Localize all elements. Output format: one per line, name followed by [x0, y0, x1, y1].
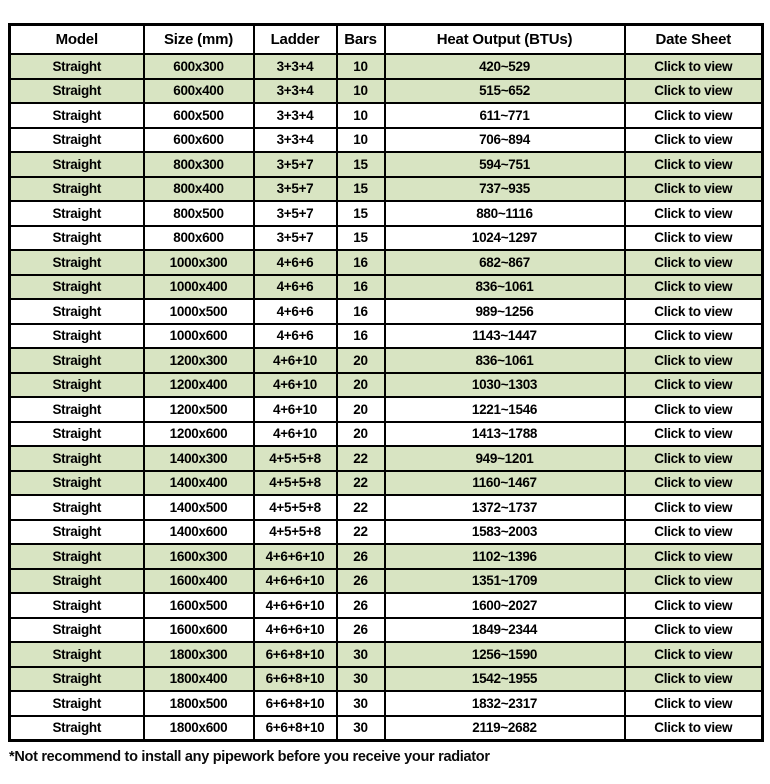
cell-size: 1800x400: [144, 667, 254, 692]
cell-ladder: 4+6+6+10: [254, 618, 337, 643]
cell-ladder: 3+5+7: [254, 226, 337, 251]
cell-ladder: 4+6+6: [254, 250, 337, 275]
cell-model: Straight: [10, 373, 144, 398]
cell-ladder: 3+3+4: [254, 79, 337, 104]
cell-bars: 22: [337, 495, 385, 520]
column-header-model: Model: [10, 25, 144, 55]
cell-ladder: 4+6+6+10: [254, 593, 337, 618]
table-row: [10, 324, 763, 349]
cell-model: Straight: [10, 201, 144, 226]
column-header-size: Size (mm): [144, 25, 254, 55]
cell-size: 1800x300: [144, 642, 254, 667]
cell-bars: 30: [337, 642, 385, 667]
table-row: [10, 177, 763, 202]
cell-model: Straight: [10, 667, 144, 692]
column-header-heat-output: Heat Output (BTUs): [385, 25, 625, 55]
table-row: [10, 79, 763, 104]
cell-bars: 10: [337, 128, 385, 153]
cell-model: Straight: [10, 275, 144, 300]
cell-model: Straight: [10, 299, 144, 324]
date-sheet-link[interactable]: Click to view: [625, 544, 763, 569]
cell-heat-output: 1024~1297: [385, 226, 625, 251]
table-body: [10, 54, 763, 741]
cell-ladder: 4+5+5+8: [254, 446, 337, 471]
date-sheet-link[interactable]: Click to view: [625, 275, 763, 300]
table-row: [10, 373, 763, 398]
date-sheet-link[interactable]: Click to view: [625, 593, 763, 618]
date-sheet-link[interactable]: Click to view: [625, 446, 763, 471]
cell-size: 1400x300: [144, 446, 254, 471]
table-row: [10, 618, 763, 643]
cell-bars: 22: [337, 471, 385, 496]
cell-size: 1400x600: [144, 520, 254, 545]
date-sheet-link[interactable]: Click to view: [625, 618, 763, 643]
cell-model: Straight: [10, 716, 144, 741]
table-row: [10, 128, 763, 153]
cell-heat-output: 1143~1447: [385, 324, 625, 349]
cell-ladder: 6+6+8+10: [254, 667, 337, 692]
table-row: [10, 348, 763, 373]
cell-bars: 26: [337, 593, 385, 618]
cell-bars: 20: [337, 348, 385, 373]
date-sheet-link[interactable]: Click to view: [625, 79, 763, 104]
table-header: [10, 25, 763, 55]
table-row: [10, 299, 763, 324]
table-row: [10, 152, 763, 177]
cell-bars: 20: [337, 422, 385, 447]
cell-model: Straight: [10, 544, 144, 569]
cell-size: 600x300: [144, 54, 254, 79]
cell-ladder: 4+5+5+8: [254, 471, 337, 496]
cell-size: 600x500: [144, 103, 254, 128]
cell-bars: 22: [337, 446, 385, 471]
table-row: [10, 642, 763, 667]
cell-bars: 26: [337, 569, 385, 594]
cell-bars: 30: [337, 691, 385, 716]
cell-model: Straight: [10, 103, 144, 128]
cell-model: Straight: [10, 422, 144, 447]
table-row: [10, 667, 763, 692]
cell-ladder: 3+3+4: [254, 54, 337, 79]
cell-bars: 15: [337, 152, 385, 177]
cell-heat-output: 1600~2027: [385, 593, 625, 618]
cell-model: Straight: [10, 397, 144, 422]
cell-size: 1200x300: [144, 348, 254, 373]
cell-model: Straight: [10, 593, 144, 618]
cell-model: Straight: [10, 54, 144, 79]
cell-model: Straight: [10, 348, 144, 373]
cell-heat-output: 836~1061: [385, 348, 625, 373]
cell-size: 1000x600: [144, 324, 254, 349]
cell-size: 800x400: [144, 177, 254, 202]
cell-bars: 16: [337, 250, 385, 275]
date-sheet-link[interactable]: Click to view: [625, 201, 763, 226]
cell-size: 1800x500: [144, 691, 254, 716]
table-row: [10, 691, 763, 716]
cell-model: Straight: [10, 471, 144, 496]
cell-ladder: 6+6+8+10: [254, 716, 337, 741]
cell-heat-output: 949~1201: [385, 446, 625, 471]
cell-bars: 10: [337, 79, 385, 104]
cell-ladder: 4+6+10: [254, 422, 337, 447]
header-row: [10, 25, 763, 55]
table-row: [10, 275, 763, 300]
cell-ladder: 3+5+7: [254, 201, 337, 226]
cell-size: 1600x500: [144, 593, 254, 618]
cell-heat-output: 594~751: [385, 152, 625, 177]
date-sheet-link[interactable]: Click to view: [625, 299, 763, 324]
date-sheet-link[interactable]: Click to view: [625, 348, 763, 373]
cell-bars: 22: [337, 520, 385, 545]
cell-model: Straight: [10, 691, 144, 716]
table-row: [10, 569, 763, 594]
cell-model: Straight: [10, 128, 144, 153]
date-sheet-link[interactable]: Click to view: [625, 691, 763, 716]
cell-size: 1200x600: [144, 422, 254, 447]
cell-size: 1000x300: [144, 250, 254, 275]
date-sheet-link[interactable]: Click to view: [625, 324, 763, 349]
cell-bars: 10: [337, 54, 385, 79]
cell-heat-output: 1160~1467: [385, 471, 625, 496]
cell-bars: 26: [337, 544, 385, 569]
cell-size: 1400x500: [144, 495, 254, 520]
date-sheet-link[interactable]: Click to view: [625, 373, 763, 398]
cell-model: Straight: [10, 177, 144, 202]
date-sheet-link[interactable]: Click to view: [625, 54, 763, 79]
cell-model: Straight: [10, 618, 144, 643]
cell-size: 800x500: [144, 201, 254, 226]
table-row: [10, 593, 763, 618]
cell-ladder: 4+6+6: [254, 324, 337, 349]
cell-heat-output: 515~652: [385, 79, 625, 104]
cell-bars: 16: [337, 324, 385, 349]
cell-ladder: 4+6+10: [254, 348, 337, 373]
cell-heat-output: 1221~1546: [385, 397, 625, 422]
cell-model: Straight: [10, 446, 144, 471]
cell-heat-output: 737~935: [385, 177, 625, 202]
table-row: [10, 471, 763, 496]
column-header-date-sheet: Date Sheet: [625, 25, 763, 55]
cell-size: 1800x600: [144, 716, 254, 741]
cell-heat-output: 1832~2317: [385, 691, 625, 716]
cell-heat-output: 420~529: [385, 54, 625, 79]
cell-ladder: 4+6+6: [254, 299, 337, 324]
radiator-spec-table: [8, 23, 764, 742]
cell-bars: 15: [337, 226, 385, 251]
table-row: [10, 226, 763, 251]
date-sheet-link[interactable]: Click to view: [625, 226, 763, 251]
cell-model: Straight: [10, 250, 144, 275]
cell-heat-output: 1102~1396: [385, 544, 625, 569]
cell-bars: 30: [337, 667, 385, 692]
cell-heat-output: 1372~1737: [385, 495, 625, 520]
cell-size: 600x400: [144, 79, 254, 104]
cell-bars: 15: [337, 177, 385, 202]
date-sheet-link[interactable]: Click to view: [625, 642, 763, 667]
cell-heat-output: 1351~1709: [385, 569, 625, 594]
cell-bars: 16: [337, 275, 385, 300]
cell-bars: 20: [337, 373, 385, 398]
cell-ladder: 3+3+4: [254, 128, 337, 153]
table-row: [10, 716, 763, 741]
table-row: [10, 54, 763, 79]
cell-size: 600x600: [144, 128, 254, 153]
cell-model: Straight: [10, 226, 144, 251]
date-sheet-link[interactable]: Click to view: [625, 520, 763, 545]
cell-ladder: 4+5+5+8: [254, 495, 337, 520]
cell-heat-output: 1542~1955: [385, 667, 625, 692]
cell-model: Straight: [10, 495, 144, 520]
cell-size: 1000x400: [144, 275, 254, 300]
date-sheet-link[interactable]: Click to view: [625, 495, 763, 520]
cell-heat-output: 611~771: [385, 103, 625, 128]
cell-heat-output: 1849~2344: [385, 618, 625, 643]
cell-ladder: 3+3+4: [254, 103, 337, 128]
cell-size: 1000x500: [144, 299, 254, 324]
cell-ladder: 6+6+8+10: [254, 691, 337, 716]
cell-model: Straight: [10, 642, 144, 667]
table-row: [10, 544, 763, 569]
cell-heat-output: 880~1116: [385, 201, 625, 226]
cell-model: Straight: [10, 152, 144, 177]
cell-ladder: 4+5+5+8: [254, 520, 337, 545]
cell-bars: 16: [337, 299, 385, 324]
cell-size: 1600x300: [144, 544, 254, 569]
date-sheet-link[interactable]: Click to view: [625, 422, 763, 447]
table-row: [10, 397, 763, 422]
cell-bars: 10: [337, 103, 385, 128]
cell-heat-output: 836~1061: [385, 275, 625, 300]
footnote: *Not recommend to install any pipework before you receive your radiator: [9, 749, 490, 765]
date-sheet-link[interactable]: Click to view: [625, 152, 763, 177]
cell-heat-output: 706~894: [385, 128, 625, 153]
cell-bars: 15: [337, 201, 385, 226]
column-header-bars: Bars: [337, 25, 385, 55]
table-row: [10, 422, 763, 447]
date-sheet-link[interactable]: Click to view: [625, 667, 763, 692]
cell-ladder: 6+6+8+10: [254, 642, 337, 667]
cell-size: 1200x400: [144, 373, 254, 398]
cell-ladder: 4+6+6: [254, 275, 337, 300]
table-row: [10, 520, 763, 545]
cell-ladder: 4+6+6+10: [254, 544, 337, 569]
column-header-ladder: Ladder: [254, 25, 337, 55]
cell-model: Straight: [10, 79, 144, 104]
cell-ladder: 3+5+7: [254, 177, 337, 202]
table-row: [10, 201, 763, 226]
table-row: [10, 495, 763, 520]
cell-size: 800x300: [144, 152, 254, 177]
cell-heat-output: 682~867: [385, 250, 625, 275]
date-sheet-link[interactable]: Click to view: [625, 177, 763, 202]
table-row: [10, 103, 763, 128]
cell-model: Straight: [10, 324, 144, 349]
table-row: [10, 250, 763, 275]
date-sheet-link[interactable]: Click to view: [625, 128, 763, 153]
cell-ladder: 4+6+10: [254, 397, 337, 422]
date-sheet-link[interactable]: Click to view: [625, 716, 763, 741]
date-sheet-link[interactable]: Click to view: [625, 471, 763, 496]
date-sheet-link[interactable]: Click to view: [625, 569, 763, 594]
cell-size: 800x600: [144, 226, 254, 251]
cell-model: Straight: [10, 520, 144, 545]
cell-ladder: 4+6+10: [254, 373, 337, 398]
cell-heat-output: 1583~2003: [385, 520, 625, 545]
date-sheet-link[interactable]: Click to view: [625, 250, 763, 275]
cell-size: 1600x400: [144, 569, 254, 594]
cell-model: Straight: [10, 569, 144, 594]
date-sheet-link[interactable]: Click to view: [625, 103, 763, 128]
cell-size: 1200x500: [144, 397, 254, 422]
date-sheet-link[interactable]: Click to view: [625, 397, 763, 422]
cell-ladder: 3+5+7: [254, 152, 337, 177]
cell-heat-output: 2119~2682: [385, 716, 625, 741]
cell-ladder: 4+6+6+10: [254, 569, 337, 594]
cell-bars: 20: [337, 397, 385, 422]
cell-size: 1400x400: [144, 471, 254, 496]
cell-heat-output: 1030~1303: [385, 373, 625, 398]
cell-size: 1600x600: [144, 618, 254, 643]
cell-heat-output: 1413~1788: [385, 422, 625, 447]
cell-heat-output: 989~1256: [385, 299, 625, 324]
cell-bars: 30: [337, 716, 385, 741]
cell-heat-output: 1256~1590: [385, 642, 625, 667]
cell-bars: 26: [337, 618, 385, 643]
table-row: [10, 446, 763, 471]
